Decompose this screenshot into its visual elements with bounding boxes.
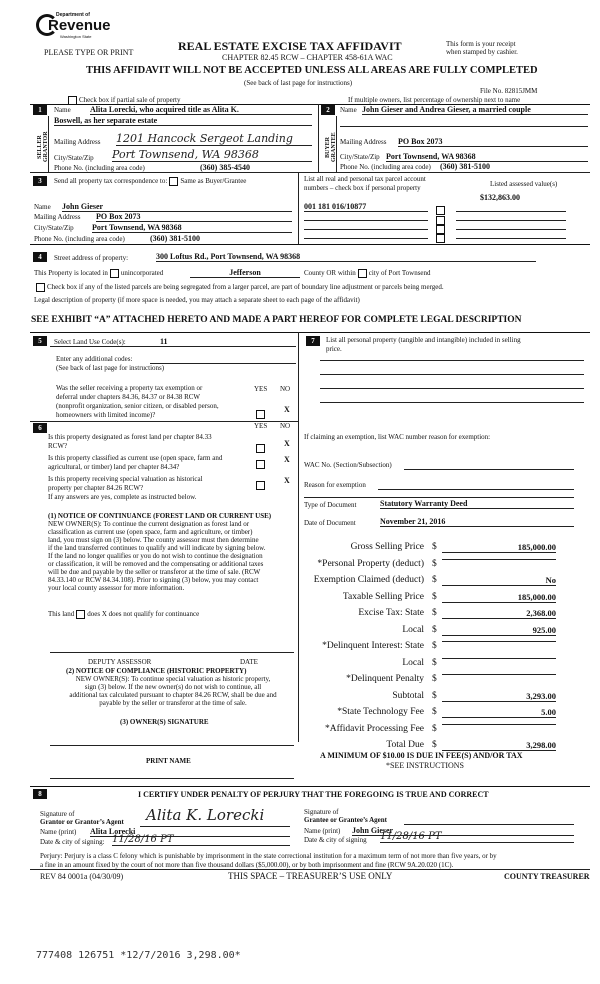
doc-date-value: November 21, 2016: [380, 517, 574, 527]
grantor-name-value: Alita Lorecki: [90, 827, 290, 837]
street-value: 300 Loftus Rd., Port Townsend, WA 98368: [156, 252, 536, 262]
this-land-label: This land: [48, 610, 75, 619]
perjury-line-2: a fine in an amount fixed by the court of not more than five thousand dollars ($5,000.00), or by both imprisonment and fine (RCW 9A.20.020 (1C).: [40, 861, 454, 869]
notice-1-line: or classification, it will be removed and the compensating or additional taxes: [48, 560, 264, 568]
tax-line-dollar: $: [432, 657, 437, 668]
section-3-badge: 3: [33, 176, 47, 186]
buyer-name-label: Name: [340, 106, 357, 114]
county-label: County OR within: [304, 269, 356, 278]
same-as-buyer-checkbox[interactable]: [169, 177, 178, 186]
owner-signature-label: (3) OWNER(S) SIGNATURE: [120, 718, 209, 726]
unincorporated-checkbox[interactable]: [110, 269, 119, 278]
grantee-name-label: Name (print): [304, 827, 341, 835]
s5-q1-l1: Was the seller receiving a property tax exemption or: [56, 384, 203, 392]
logo-dept: Department of: [56, 12, 90, 18]
tax-line-value: [442, 674, 556, 675]
street-label: Street address of property:: [54, 254, 129, 262]
notice-2-body: [48, 675, 298, 707]
section-4-badge: 4: [33, 252, 47, 262]
file-no: File No. 82815JMM: [480, 87, 538, 95]
corr-name-label: Name: [34, 203, 51, 211]
grantor-date-label: Date & city of signing:: [40, 838, 105, 846]
please-type: PLEASE TYPE OR PRINT: [44, 48, 134, 57]
corr-city-value: Port Townsend, WA 98368: [92, 223, 292, 233]
buyer-city-label: City/State/Zip: [340, 153, 380, 161]
legal-note: Legal description of property (if more space is needed, you may attach a separate sheet to each page of the affidavit): [34, 296, 360, 304]
tax-line-label: *Personal Property (deduct): [317, 558, 424, 569]
receipt-note-2: when stamped by cashier.: [446, 48, 518, 56]
corr-phone-value: (360) 381-5100: [150, 234, 200, 243]
notice-1-line: classification as current use (open space, farm and agriculture, or timber): [48, 528, 253, 536]
cashier-stamp: 777408 126751 *12/7/2016 3,298.00*: [36, 950, 241, 961]
same-as-buyer-label: Same as Buyer/Grantee: [180, 177, 247, 186]
grantee-sig-label-1: Signature of: [304, 808, 339, 816]
seller-name-line1: Alita Lorecki, who acquired title as Alita K.: [90, 105, 312, 115]
print-name-label: PRINT NAME: [146, 757, 191, 765]
form-revision: REV 84 0001a (04/30/09): [40, 872, 124, 881]
multiple-owners-note: If multiple owners, list percentage of ownership next to name: [348, 96, 521, 104]
section-2-badge: 2: [321, 105, 335, 115]
s6-q3-no-mark: X: [284, 476, 290, 485]
grantee-date-label: Date & city of signing: [304, 836, 367, 844]
s6-q2-yes-checkbox[interactable]: [254, 455, 267, 473]
land-use-label: Select Land Use Code(s):: [54, 338, 126, 346]
s5-q1-l2: deferral under chapters 84.36, 84.37 or 84.38 RCW: [56, 393, 201, 401]
buyer-mail-label: Mailing Address: [340, 138, 387, 146]
tax-line-value: [442, 658, 556, 659]
tax-line-dollar: $: [432, 690, 437, 701]
land-use-value: 11: [160, 337, 168, 346]
doc-type-label: Type of Document: [304, 501, 357, 509]
s6-q3-l2: property per chapter 84.26 RCW?: [48, 484, 144, 492]
form-chapters: CHAPTER 82.45 RCW – CHAPTER 458-61A WAC: [222, 53, 393, 62]
grantee-name-value: John Gieser: [352, 826, 574, 836]
county-treasurer: COUNTY TREASURER: [504, 872, 590, 881]
seller-phone-label: Phone No. (including area code): [54, 164, 145, 172]
s6-q2-l1: Is this property classified as current use (open space, farm and: [48, 454, 223, 462]
seller-city-value: Port Townsend, WA 98368: [112, 148, 312, 162]
notice-1-line: will be due and payable by the seller or transferor at the time of sale. (RCW: [48, 568, 261, 576]
tax-line-value: No: [442, 575, 556, 586]
tax-line-dollar: $: [432, 723, 437, 734]
corr-phone-label: Phone No. (including area code): [34, 235, 125, 243]
s6-if-yes: If any answers are yes, complete as instructed below.: [48, 493, 197, 501]
s5-yes: YES: [254, 385, 268, 393]
additional-codes-1: Enter any additional codes:: [56, 355, 133, 363]
notice-1-line: your local county assessor for more information.: [48, 584, 185, 592]
section-5-badge: 5: [33, 336, 47, 346]
this-land-row: [48, 610, 199, 619]
grantor-sig-label-2: Grantor or Grantor’s Agent: [40, 818, 124, 826]
correspondence-label: Send all property tax correspondence to:: [54, 177, 168, 186]
notice-2-line: payable by the seller or transferor at the time of sale.: [99, 699, 247, 707]
tax-line-dollar: $: [432, 740, 437, 750]
tax-line-dollar: $: [432, 674, 437, 684]
s5-q1-no-mark: X: [284, 405, 290, 414]
perjury-line-1: Perjury: Perjury is a class C felony which is punishable by imprisonment in the state correctional institution for a maximum term of not more than five years, or by: [40, 852, 497, 860]
seller-phone-value: (360) 385-4540: [200, 163, 250, 172]
grantor-name-label: Name (print): [40, 828, 77, 836]
receipt-note-1: This form is your receipt: [446, 40, 516, 48]
s6-q2-no-mark: X: [284, 455, 290, 464]
corr-mail-label: Mailing Address: [34, 213, 81, 221]
seller-mail-value: 1201 Hancock Sergeot Landing: [116, 132, 312, 146]
s6-q3-l1: Is this property receiving special valuation as historical: [48, 475, 203, 483]
tax-line-value: 2,368.00: [442, 608, 556, 619]
grantor-sig-label-1: Signature of: [40, 810, 75, 818]
notice-2-line: NEW OWNER(S): To continue special valuation as historic property,: [75, 675, 271, 683]
tax-line-dollar: $: [432, 707, 437, 717]
grantor-signature: Alita K. Lorecki: [146, 806, 265, 824]
partial-sale-label: Check box if partial sale of property: [79, 96, 181, 105]
tax-line-label: Total Due: [386, 740, 424, 750]
grantee-date-value: 11/28/16 PT: [380, 831, 574, 843]
segregated-note: Check box if any of the listed parcels are being segregated from a larger parcel, are part of boundary line adjustment or parcels being merged.: [47, 283, 444, 292]
corr-mail-value: PO Box 2073: [96, 212, 292, 222]
notice-1-line: NEW OWNER(S): To continue the current designation as forest land or: [48, 520, 250, 528]
seller-name-line2: Boswell, as her separate estate: [54, 116, 312, 126]
exemption-label: If claiming an exemption, list WAC number reason for exemption:: [304, 433, 491, 441]
located-label: This Property is located in: [34, 269, 108, 278]
seller-side-label: SELLER GRANTOR: [37, 131, 49, 163]
grantee-sig-label-2: Grantee or Grantee’s Agent: [304, 816, 388, 824]
tax-line-dollar: $: [432, 608, 437, 618]
exhibit-note: SEE EXHIBIT “A” ATTACHED HERETO AND MADE A PART HEREOF FOR COMPLETE LEGAL DESCRIPTION: [31, 315, 522, 325]
tax-line-label: *Delinquent Penalty: [346, 674, 424, 684]
tax-line-value: [442, 724, 556, 725]
notice-1-line: land, you must sign on (3) below. The county assessor must then determine: [48, 536, 259, 544]
does-qualify-checkbox[interactable]: [76, 610, 85, 619]
tax-line-label: Taxable Selling Price: [342, 591, 424, 602]
s7-label-1: List all personal property (tangible and intangible) included in selling: [326, 336, 521, 344]
form-title: REAL ESTATE EXCISE TAX AFFIDAVIT: [178, 39, 402, 53]
corr-city-label: City/State/Zip: [34, 224, 74, 232]
minimum-note-1: A MINIMUM OF $10.00 IS DUE IN FEE(S) AND/OR TAX: [320, 751, 523, 760]
seller-mail-label: Mailing Address: [54, 138, 101, 146]
correspondence-row: [54, 177, 246, 186]
section-6-badge: 6: [33, 423, 47, 433]
s5-q1-l4: homeowners with limited income)?: [56, 411, 156, 419]
logo-name: Revenue: [48, 17, 111, 34]
assessed-label: Listed assessed value(s): [490, 180, 558, 188]
grantor-date-value: 11/28/16 PT: [112, 834, 290, 846]
s6-q1-l2: RCW?: [48, 442, 68, 450]
county-value: Jefferson: [190, 268, 300, 278]
deputy-date-label: DATE: [240, 658, 258, 666]
form-warning: THIS AFFIDAVIT WILL NOT BE ACCEPTED UNLESS ALL AREAS ARE FULLY COMPLETED: [86, 65, 538, 76]
notice-2-line: additional tax calculated pursuant to chapter 84.26 RCW, shall be due and: [69, 691, 277, 699]
notice-1-body: [48, 520, 298, 592]
buyer-city-value: Port Townsend, WA 98368: [386, 152, 588, 162]
s6-q3-yes-checkbox[interactable]: [254, 476, 267, 494]
tax-line-value: [442, 641, 556, 642]
treasurer-space: THIS SPACE – TREASURER’S USE ONLY: [228, 871, 393, 881]
segregated-checkbox[interactable]: [36, 283, 45, 292]
tax-line-value: 185,000.00: [442, 542, 556, 553]
deputy-assessor-label: DEPUTY ASSESSOR: [88, 658, 152, 666]
s6-no: NO: [280, 422, 291, 430]
s5-q1-l3: (nonprofit organization, senior citizen, or disabled person,: [56, 402, 219, 410]
parcels-label-2: numbers – check box if personal property: [304, 184, 421, 192]
minimum-note-2: *SEE INSTRUCTIONS: [386, 761, 465, 770]
tax-line-dollar: $: [432, 591, 437, 602]
parcel-number-1: 001 181 016/10877: [304, 202, 428, 212]
city-checkbox[interactable]: [358, 269, 367, 278]
doc-date-label: Date of Document: [304, 519, 356, 527]
does-not-qualify-label: does X does not qualify for continuance: [87, 610, 200, 619]
buyer-mail-value: PO Box 2073: [398, 137, 588, 147]
tax-line-label: Exemption Claimed (deduct): [313, 575, 424, 585]
tax-line-label: Local: [402, 624, 424, 635]
tax-line-value: 3,298.00: [442, 740, 556, 751]
buyer-side-label: BUYER GRANTEE: [325, 132, 337, 162]
certify-statement: I CERTIFY UNDER PENALTY OF PERJURY THAT THE FOREGOING IS TRUE AND CORRECT: [138, 790, 489, 799]
tax-line-dollar: $: [432, 624, 437, 635]
seller-name-label: Name: [54, 106, 71, 114]
tax-line-dollar: $: [432, 575, 437, 585]
tax-line-label: *State Technology Fee: [337, 707, 424, 717]
notice-2-title: (2) NOTICE OF COMPLIANCE (HISTORIC PROPERTY): [66, 667, 247, 675]
notice-1-line: 84.33.140 or RCW 84.34.108). Prior to signing (3) below, you may contact: [48, 576, 259, 584]
segregated-row: [34, 283, 444, 292]
wac-label: WAC No. (Section/Subsection): [304, 461, 392, 469]
notice-1-line: If the land no longer qualifies or you do not wish to continue the designation: [48, 552, 263, 560]
logo: [36, 12, 111, 42]
notice-2-line: sign (3) below. If the new owner(s) do not wish to continue, all: [84, 683, 262, 691]
s7-label-2: price.: [326, 345, 342, 353]
instructions-note: (See back of last page for instructions): [244, 79, 353, 87]
tax-line-dollar: $: [432, 542, 437, 552]
county-row: [304, 269, 431, 278]
s6-q1-l1: Is this property designated as forest land per chapter 84.33: [48, 433, 212, 441]
tax-line-value: 5.00: [442, 707, 556, 718]
buyer-phone-label: Phone No. (including area code): [340, 163, 431, 171]
corr-name-value: John Gieser: [62, 202, 292, 212]
section-7-badge: 7: [306, 336, 320, 346]
tax-line-label: Subtotal: [392, 690, 424, 701]
doc-type-value: Statutory Warranty Deed: [380, 499, 574, 509]
notice-1-line: if the land transferred continues to qualify and will indicate by signing below.: [48, 544, 266, 552]
tax-line-value: 925.00: [442, 625, 556, 636]
s6-q1-no-mark: X: [284, 439, 290, 448]
assessed-value-1: $132,863.00: [480, 193, 520, 202]
tax-line-dollar: $: [432, 558, 437, 569]
tax-line-value: 185,000.00: [442, 592, 556, 603]
additional-codes-2: (See back of last page for instructions): [56, 364, 165, 372]
tax-line-label: Gross Selling Price: [350, 542, 424, 552]
s6-yes: YES: [254, 422, 268, 430]
tax-line-value: [442, 559, 556, 560]
tax-line-label: *Delinquent Interest: State: [322, 641, 424, 651]
located-row: [34, 269, 163, 278]
s5-no: NO: [280, 385, 291, 393]
s6-q2-l2: agricultural, or timber) land per chapter 84.34?: [48, 463, 180, 471]
section-1-badge: 1: [33, 105, 47, 115]
tax-line-label: Excise Tax: State: [358, 608, 424, 618]
city-of-label: city of Port Townsend: [368, 269, 431, 278]
notice-1-title: (1) NOTICE OF CONTINUANCE (FOREST LAND OR CURRENT USE): [48, 512, 272, 520]
tax-line-value: 3,293.00: [442, 691, 556, 702]
tax-line-label: Local: [402, 657, 424, 668]
parcels-label-1: List all real and personal tax parcel account: [304, 175, 426, 183]
reason-label: Reason for exemption: [304, 481, 366, 489]
buyer-phone-value: (360) 381-5100: [440, 162, 490, 171]
seller-city-label: City/State/Zip: [54, 154, 94, 162]
logo-state: Washington State: [60, 34, 92, 39]
section-8-badge: 8: [33, 789, 47, 799]
tax-line-dollar: $: [432, 641, 437, 651]
buyer-name-value: John Gieser and Andrea Gieser, a married couple: [362, 105, 588, 115]
unincorporated-label: unincorporated: [120, 269, 164, 278]
tax-line-label: *Affidavit Processing Fee: [324, 723, 424, 734]
